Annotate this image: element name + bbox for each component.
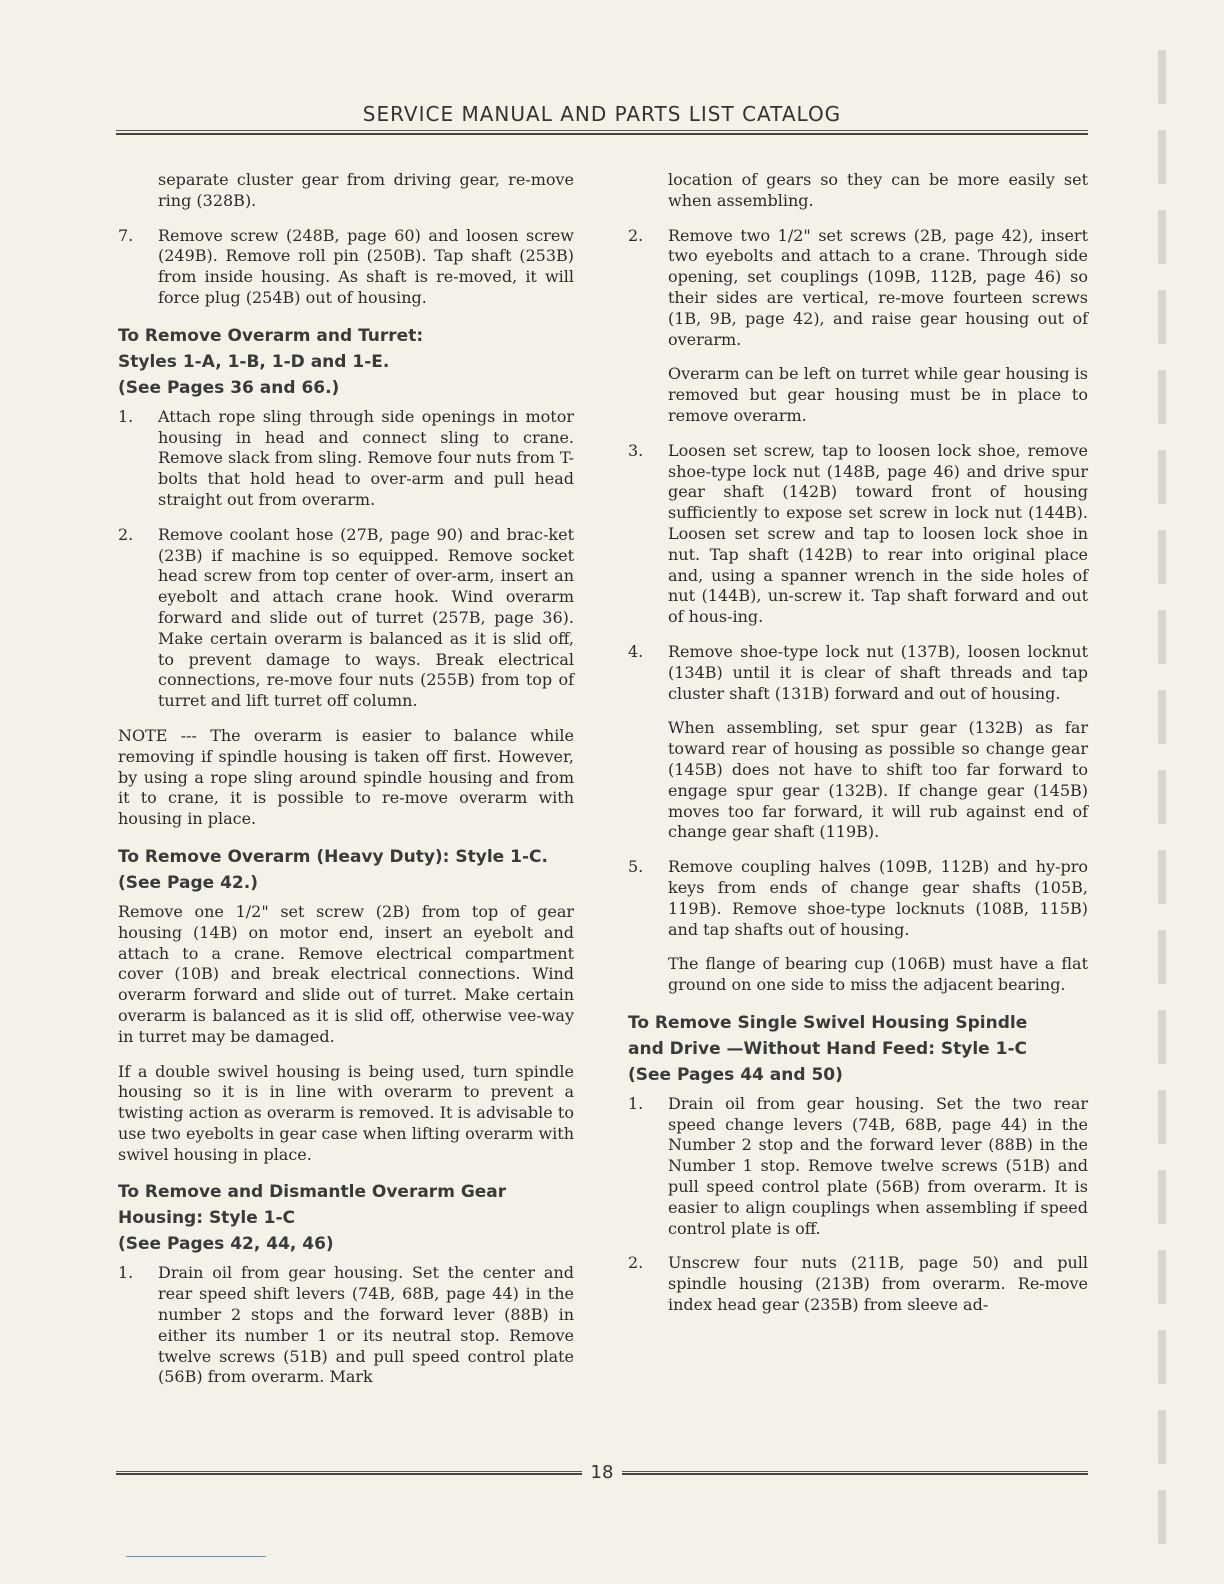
edge-mark	[1158, 1410, 1166, 1464]
edge-mark	[1158, 370, 1166, 424]
item-text: Remove two 1/2" set screws (2B, page 42), insert two eyebolts and attach to a crane. Through side opening, set couplings (109B, 112B, page 46) so their sides are vertical, re-move fourteen screws (1B, 9B, page 42), and raise gear housing out of overarm.	[668, 225, 1088, 349]
scan-artifact-line	[126, 1556, 266, 1557]
item-text: Drain oil from gear housing. Set the center and rear speed shift levers (74B, 68B, page 44) in the number 2 stops and the forward lever (88B) in either its number 1 or its neutral stop. Remove twelve screws (51B) and pull speed control plate (56B) from overarm. Mark	[158, 1263, 574, 1387]
left-column	[118, 170, 574, 1402]
section-heading	[118, 1179, 574, 1257]
item-text: Remove screw (248B, page 60) and loosen screw (249B). Remove roll pin (250B). Tap shaft (253B) from inside housing. As shaft is re-moved, it will force plug (254B) out of housing.	[158, 225, 574, 307]
page-footer	[116, 1464, 1088, 1484]
heading-line: (See Pages 42, 44, 46)	[118, 1234, 334, 1255]
right-column	[628, 170, 1088, 1330]
paragraph: Remove one 1/2" set screw (2B) from top of gear housing (14B) on motor end, insert an eyebolt and attach to a crane. Remove electrical compartment cover (10B) and break electrical connections. Wind overarm forward and slide out of turret. Make certain overarm is balanced as it is slid off, otherwise vee-way in turret may be damaged.	[118, 901, 574, 1046]
heading-line: To Remove Single Swivel Housing Spindle	[628, 1012, 1028, 1033]
section-heading	[118, 844, 574, 896]
edge-mark	[1158, 50, 1166, 104]
list-item	[628, 1253, 1088, 1315]
paragraph: Overarm can be left on turret while gear housing is removed but gear housing must be in place to remove overarm.	[668, 364, 1088, 425]
edge-mark	[1158, 530, 1166, 584]
note-paragraph: NOTE --- The overarm is easier to balance while removing if spindle housing is taken off first. However, by using a rope sling around spindle housing and from it to crane, it is possible to re-move overarm with housing in place.	[118, 725, 574, 829]
section-heading	[628, 1010, 1088, 1088]
page-number: 18	[590, 1462, 614, 1483]
list-item	[118, 1263, 574, 1388]
edge-mark	[1158, 610, 1166, 664]
paragraph: The flange of bearing cup (106B) must have a flat ground on one side to miss the adjacent bearing.	[668, 954, 1088, 995]
edge-mark	[1158, 1170, 1166, 1224]
item-number: 1.	[628, 1093, 644, 1113]
list-item	[628, 441, 1088, 628]
edge-mark	[1158, 770, 1166, 824]
heading-line: To Remove and Dismantle Overarm Gear	[118, 1182, 507, 1203]
item-number: 2.	[628, 1253, 644, 1273]
list-item	[628, 642, 1088, 704]
edge-mark	[1158, 450, 1166, 504]
continued-paragraph: location of gears so they can be more easily set when assembling.	[668, 170, 1088, 210]
item-text: Loosen set screw, tap to loosen lock shoe, remove shoe-type lock nut (148B, page 46) and drive spur gear shaft (142B) toward front of housing sufficiently to expose set screw in lock nut (144B). Loosen set screw and tap to loosen lock shoe in nut. Tap shaft (142B) to rear into original place and, using a spanner wrench in the side holes of nut (144B), un-screw it. Tap shaft forward and out of hous-ing.	[668, 440, 1088, 627]
edge-mark	[1158, 290, 1166, 344]
list-item	[628, 1094, 1088, 1240]
header-rule	[116, 130, 1088, 135]
item-number: 7.	[118, 225, 134, 245]
continued-paragraph: separate cluster gear from driving gear, re-move ring (328B).	[158, 170, 574, 210]
item-number: 2.	[628, 225, 644, 245]
edge-mark	[1158, 1010, 1166, 1064]
heading-line: To Remove Overarm (Heavy Duty): Style 1-C.	[118, 846, 548, 867]
item-number: 1.	[118, 406, 134, 426]
paragraph: When assembling, set spur gear (132B) as far toward rear of housing as possible so change gear (145B) does not have to shift too far forward to engage spur gear (132B). If change gear (145B) moves too far forward, it will rub against end of change gear shaft (119B).	[668, 718, 1088, 842]
heading-line: (See Page 42.)	[118, 872, 258, 893]
edge-mark	[1158, 850, 1166, 904]
edge-mark	[1158, 690, 1166, 744]
item-number: 4.	[628, 641, 644, 661]
item-number: 2.	[118, 524, 134, 544]
item-number: 5.	[628, 857, 644, 877]
item-number: 3.	[628, 440, 644, 460]
heading-line: and Drive —Without Hand Feed: Style 1-C	[628, 1038, 1027, 1059]
item-number: 1.	[118, 1263, 134, 1283]
heading-line: Housing: Style 1-C	[118, 1208, 296, 1229]
list-item	[118, 407, 574, 511]
edge-mark	[1158, 1490, 1166, 1544]
list-item	[628, 226, 1088, 351]
section-heading	[118, 323, 574, 401]
item-text: Unscrew four nuts (211B, page 50) and pull spindle housing (213B) from overarm. Re-move index head gear (235B) from sleeve ad-	[668, 1253, 1088, 1315]
edge-mark	[1158, 1330, 1166, 1384]
heading-line: (See Pages 44 and 50)	[628, 1064, 843, 1085]
edge-mark	[1158, 1090, 1166, 1144]
paragraph: If a double swivel housing is being used, turn spindle housing so it is in line with overarm to prevent a twisting action as overarm is removed. It is advisable to use two eyebolts in gear case when lifting overarm with swivel housing in place.	[118, 1061, 574, 1164]
edge-mark	[1158, 930, 1166, 984]
footer-rule-left	[116, 1471, 582, 1475]
heading-line: (See Pages 36 and 66.)	[118, 377, 340, 398]
item-text: Attach rope sling through side openings in motor housing in head and connect sling to crane. Remove slack from sling. Remove four nuts from T-bolts that hold head to over-arm and pull head straight out from overarm.	[158, 406, 574, 509]
footer-rule-right	[622, 1471, 1088, 1475]
list-item	[118, 525, 574, 712]
edge-mark	[1158, 1250, 1166, 1304]
list-item	[118, 226, 574, 309]
heading-line: To Remove Overarm and Turret:	[118, 325, 424, 346]
item-text: Drain oil from gear housing. Set the two rear speed change levers (74B, 68B, page 44) in the Number 2 stop and the forward lever (88B) in the Number 1 stop. Remove twelve screws (51B) and pull speed control plate (56B) from overarm. It is easier to align couplings when assembling if speed control plate is off.	[668, 1093, 1088, 1238]
list-item	[628, 857, 1088, 940]
page-header: SERVICE MANUAL AND PARTS LIST CATALOG	[362, 102, 842, 126]
binder-edge-marks	[1158, 50, 1170, 1530]
item-text: Remove coolant hose (27B, page 90) and brac-ket (23B) if machine is so equipped. Remove socket head screw from top center of over-arm, insert an eyebolt and attach crane hook. Wind overarm forward and slide out of turret (257B, page 36). Make certain overarm is balanced as it is slid off, to prevent damage to ways. Break electrical connections, re-move four nuts (255B) from top of turret and lift turret off column.	[158, 524, 574, 711]
heading-line: Styles 1-A, 1-B, 1-D and 1-E.	[118, 351, 390, 372]
edge-mark	[1158, 210, 1166, 264]
item-text: Remove coupling halves (109B, 112B) and hy-pro keys from ends of change gear shafts (105B, 119B). Remove shoe-type locknuts (108B, 115B) and tap shafts out of housing.	[668, 857, 1088, 939]
item-text: Remove shoe-type lock nut (137B), loosen locknut (134B) until it is clear of shaft threads and tap cluster shaft (131B) forward and out of housing.	[668, 641, 1088, 703]
edge-mark	[1158, 130, 1166, 184]
